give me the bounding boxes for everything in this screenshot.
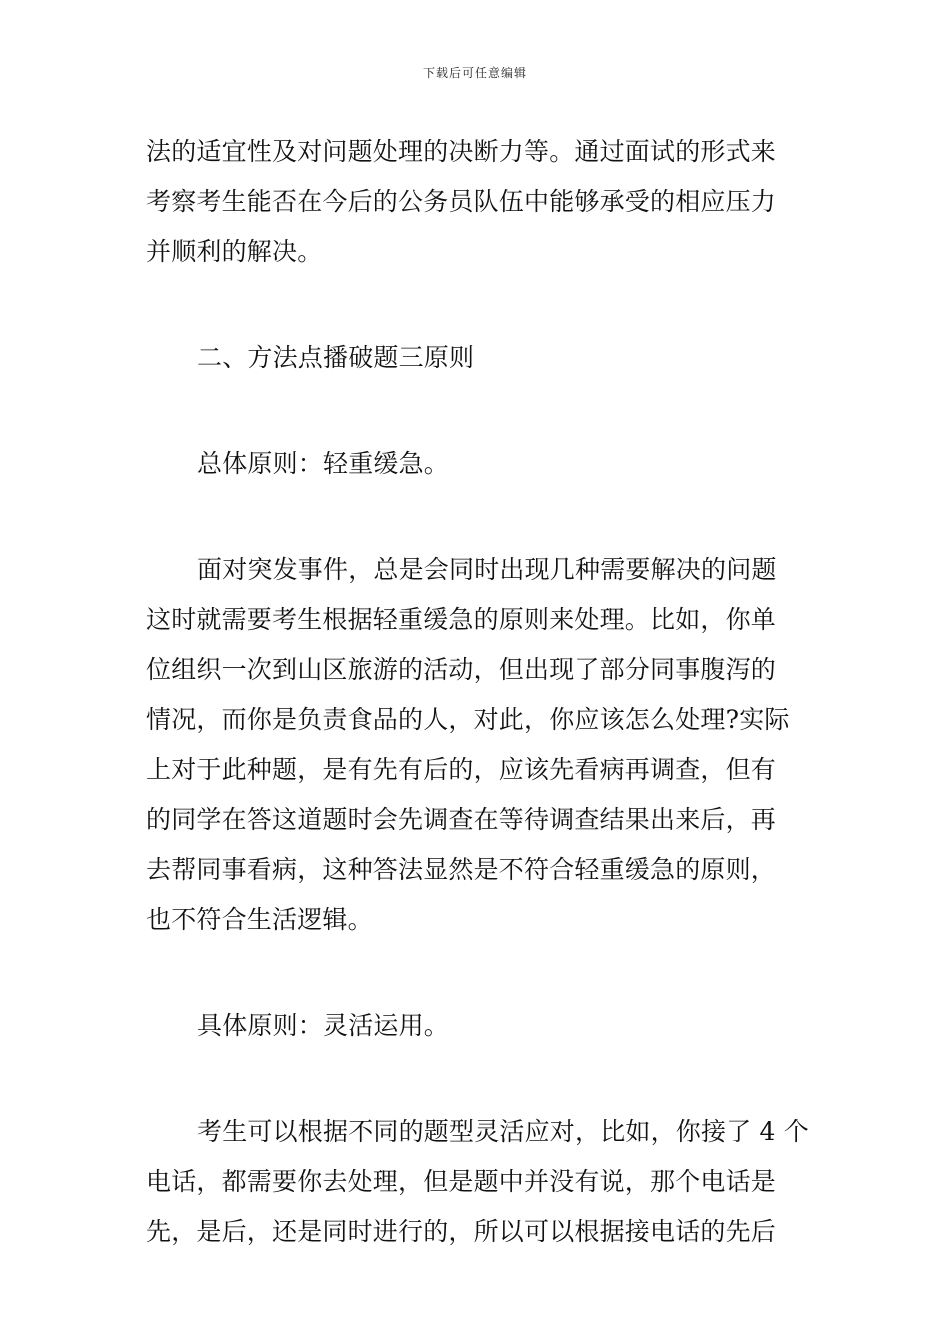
text-line: 考生可以根据不同的题型灵活应对，比如，你接了 4 个 bbox=[197, 1117, 810, 1146]
page-header: 下载后可任意编辑 bbox=[422, 66, 527, 80]
text-line: 位组织一次到山区旅游的活动，但出现了部分同事腹泻的 bbox=[146, 655, 777, 684]
document-body bbox=[146, 127, 810, 1257]
text-line: 去帮同事看病，这种答法显然是不符合轻重缓急的原则， bbox=[146, 855, 777, 884]
text-line: 并顺利的解决。 bbox=[146, 237, 323, 266]
text-line: 电话，都需要你去处理，但是题中并没有说，那个电话是 bbox=[146, 1167, 777, 1196]
text-line: 也不符合生活逻辑。 bbox=[146, 905, 373, 934]
text-line: 上对于此种题，是有先有后的，应该先看病再调查，但有 bbox=[146, 755, 777, 784]
principle-general bbox=[146, 439, 810, 489]
text-line: 先，是后，还是同时进行的，所以可以根据接电话的先后 bbox=[146, 1217, 777, 1246]
heading-text: 二、方法点播破题三原则 bbox=[197, 343, 475, 372]
text-line: 这时就需要考生根据轻重缓急的原则来处理。比如，你单 bbox=[146, 605, 777, 634]
text-line: 情况，而你是负责食品的人，对此，你应该怎么处理?实际 bbox=[146, 705, 790, 734]
text-line: 考察考生能否在今后的公务员队伍中能够承受的相应压力 bbox=[146, 187, 777, 216]
text-line: 的同学在答这道题时会先调查在等待调查结果出来后，再 bbox=[146, 805, 777, 834]
text-line: 面对突发事件，总是会同时出现几种需要解决的问题 bbox=[197, 555, 777, 584]
paragraph-continuation bbox=[146, 127, 810, 277]
principle-specific bbox=[146, 1001, 810, 1051]
text-line: 法的适宜性及对问题处理的决断力等。通过面试的形式来 bbox=[146, 137, 777, 166]
principle-text: 总体原则：轻重缓急。 bbox=[197, 449, 450, 478]
paragraph-example bbox=[146, 1107, 810, 1257]
principle-text: 具体原则：灵活运用。 bbox=[197, 1011, 450, 1040]
paragraph-explanation bbox=[146, 545, 810, 945]
section-heading bbox=[146, 333, 810, 383]
